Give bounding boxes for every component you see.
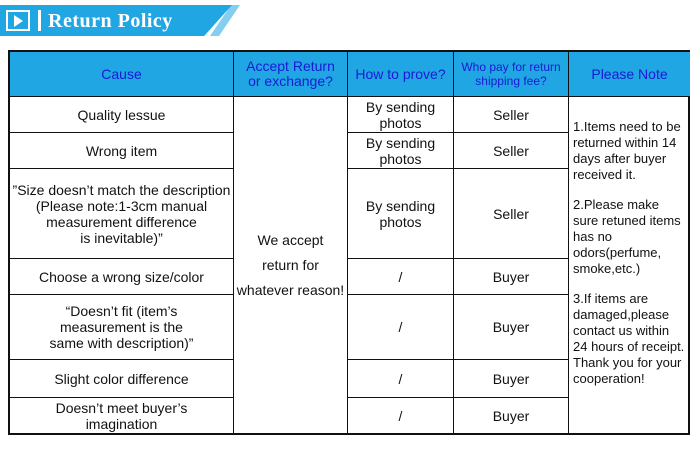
prove-cell: By sending photos [348, 169, 454, 259]
notes-cell [569, 97, 690, 433]
prove-cell: / [348, 295, 454, 360]
header-who-pays: Who pay for return shipping fee? [454, 52, 569, 97]
play-arrow-icon [6, 10, 30, 31]
cause-cell: Wrong item [10, 133, 234, 169]
prove-cell: By sending photos [348, 97, 454, 133]
note-2: 2.Please make sure retuned items has no odors(perfume, smoke,etc.) [573, 197, 681, 276]
note-3: 3.If items are damaged,please contact us within 24 hours of receipt. Thank you for your cooperation! [573, 291, 685, 386]
accept-answer-cell: We accept return for whatever reason! [234, 97, 348, 433]
header-accept: Accept Return or exchange? [234, 52, 348, 97]
header-prove: How to prove? [348, 52, 454, 97]
prove-cell: / [348, 360, 454, 398]
cause-cell: ”Size doesn’t match the description (Please note:1-3cm manual measurement difference is inevitable)” [10, 169, 234, 259]
prove-cell: / [348, 259, 454, 295]
cause-cell: “Doesn’t fit (item’s measurement is the same with description)” [10, 295, 234, 360]
note-1: 1.Items need to be returned within 14 days after buyer received it. [573, 119, 681, 182]
prove-cell: By sending photos [348, 133, 454, 169]
pays-cell: Seller [454, 97, 569, 133]
banner-divider [38, 10, 41, 31]
banner-title: Return Policy [48, 10, 173, 32]
pays-cell: Seller [454, 133, 569, 169]
cause-cell: Choose a wrong size/color [10, 259, 234, 295]
pays-cell: Buyer [454, 360, 569, 398]
pays-cell: Buyer [454, 295, 569, 360]
header-note: Please Note [569, 52, 690, 97]
cause-cell: Slight color difference [10, 360, 234, 398]
prove-cell: / [348, 398, 454, 433]
return-policy-table [8, 50, 690, 435]
pays-cell: Buyer [454, 398, 569, 433]
header-cause: Cause [10, 52, 234, 97]
return-policy-banner [0, 0, 232, 37]
cause-cell: Quality lessue [10, 97, 234, 133]
pays-cell: Seller [454, 169, 569, 259]
pays-cell: Buyer [454, 259, 569, 295]
cause-cell: Doesn’t meet buyer’s imagination [10, 398, 234, 433]
